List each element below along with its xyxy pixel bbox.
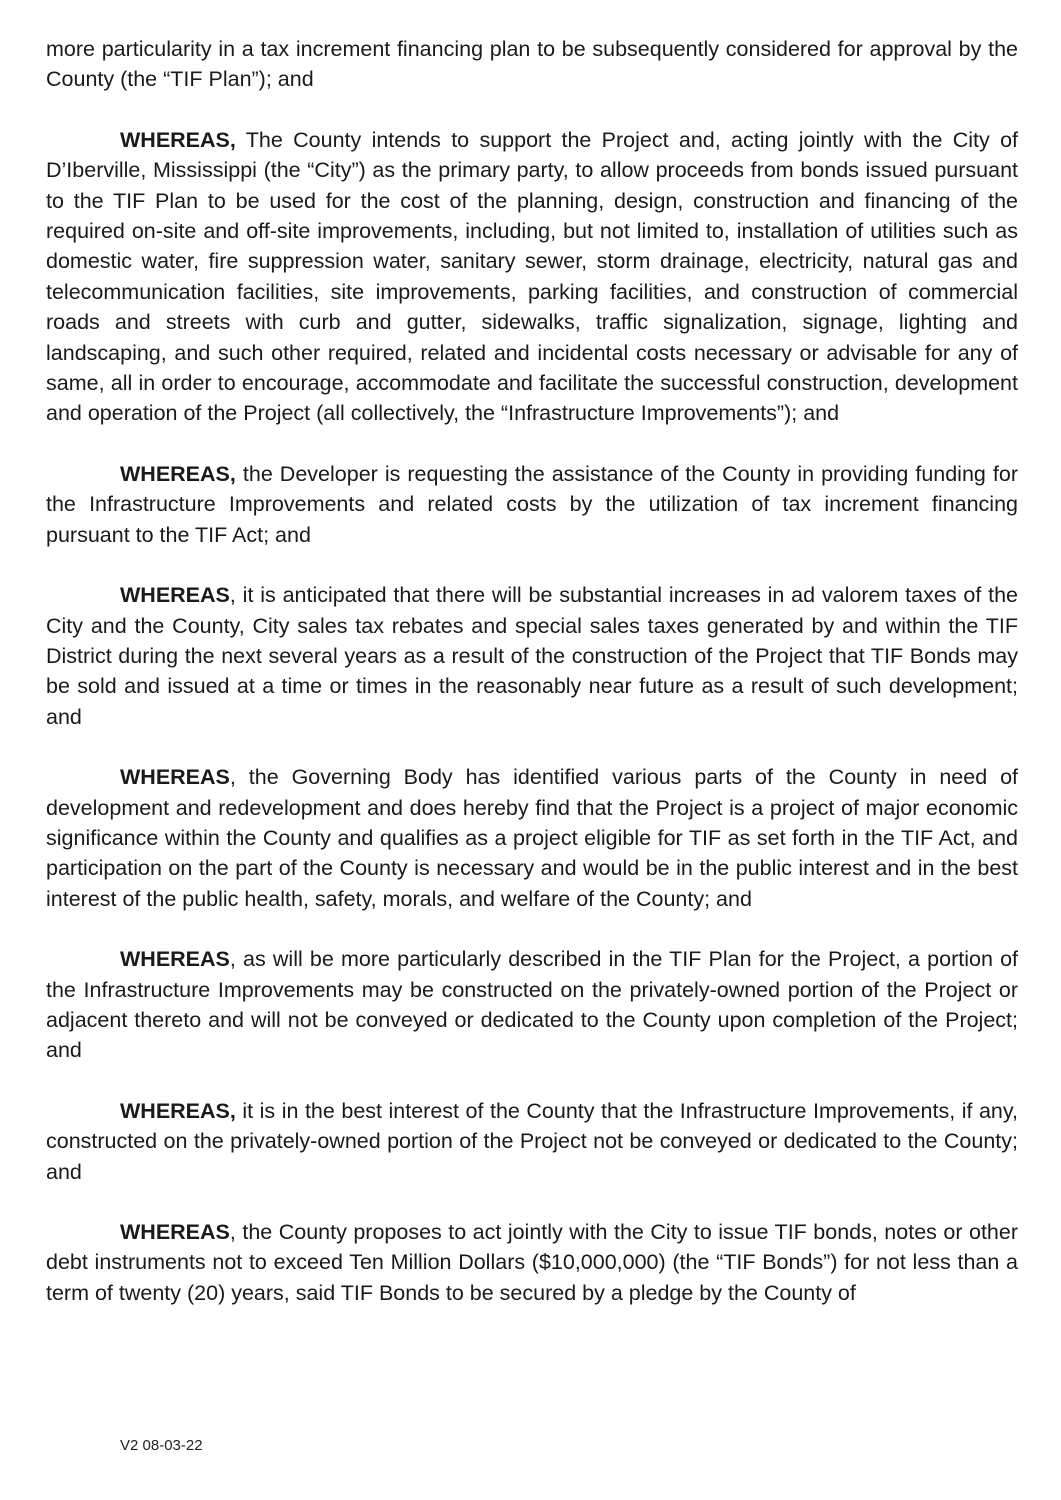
paragraph-continuation xyxy=(46,34,1018,95)
whereas-keyword: WHEREAS xyxy=(120,765,230,790)
paragraph-text: , the Governing Body has identified various parts of the County in need of development and redevelopment and does hereby find that the Project is a project of major economic significance within the County and qualifies as a project eligible for TIF as set forth in the TIF Act, and participation on the part of the County is necessary and would be in the public interest and in the best interest of the public health, safety, morals, and welfare of the County; and xyxy=(46,765,1018,911)
whereas-paragraph xyxy=(46,1217,1018,1308)
paragraph-text: , it is anticipated that there will be substantial increases in ad valorem taxes of the City and the County, City sales tax rebates and special sales taxes generated by and within the TIF District during the next several years as a result of the construction of the Project that TIF Bonds may be sold and issued at a time or times in the reasonably near future as a result of such development; and xyxy=(46,583,1018,729)
version-footer: V2 08-03-22 xyxy=(120,1437,203,1454)
paragraph-text: The County intends to support the Project and, acting jointly with the City of D’Iberville, Mississippi (the “City”) as the primary party, to allow proceeds from bonds issued pursuant to the TIF Plan to be used for the cost of the planning, design, construction and financing of the required on-site and off-site improvements, including, but not limited to, installation of utilities such as domestic water, fire suppression water, sanitary sewer, storm drainage, electricity, natural gas and telecommunication facilities, site improvements, parking facilities, and construction of commercial roads and streets with curb and gutter, sidewalks, traffic signalization, signage, lighting and landscaping, and such other required, related and incidental costs necessary or advisable for any of same, all in order to encourage, accommodate and facilitate the successful construction, development and operation of the Project (all collectively, the “Infrastructure Improvements”); and xyxy=(46,127,1018,426)
whereas-paragraph xyxy=(46,125,1018,429)
whereas-paragraph xyxy=(46,762,1018,914)
paragraph-text: the Developer is requesting the assistance of the County in providing funding for the Infrastructure Improvements and related costs by the utilization of tax increment financing pursuant to the TIF Act; and xyxy=(46,461,1018,547)
whereas-keyword: WHEREAS xyxy=(120,1220,230,1244)
paragraph-text: , as will be more particularly described in the TIF Plan for the Project, a portion of the Infrastructure Improvements may be constructed on the privately-owned portion of the Project or adjacent thereto and will not be conveyed or dedicated to the County upon completion of the Project; and xyxy=(46,947,1018,1063)
paragraph-text: more particularity in a tax increment financing plan to be subsequently considered for approval by the County (the “TIF Plan”); and xyxy=(46,37,1018,92)
whereas-keyword: WHEREAS xyxy=(120,947,230,972)
paragraph-text: it is in the best interest of the County that the Infrastructure Improvements, if any, constructed on the privately-owned portion of the Project not be conveyed or dedicated to the County; and xyxy=(46,1098,1018,1184)
whereas-keyword: WHEREAS, xyxy=(120,127,236,152)
whereas-paragraph xyxy=(46,1096,1018,1187)
whereas-keyword: WHEREAS xyxy=(120,583,230,608)
whereas-paragraph xyxy=(46,580,1018,732)
whereas-paragraph xyxy=(46,459,1018,550)
whereas-paragraph xyxy=(46,944,1018,1066)
paragraph-text: , the County proposes to act jointly with the City to issue TIF bonds, notes or other debt instruments not to exceed Ten Million Dollars ($10,000,000) (the “TIF Bonds”) for not less than a term of twenty (20) years, said TIF Bonds to be secured by a pledge by the County of xyxy=(46,1220,1018,1305)
document-page xyxy=(46,34,1018,1338)
whereas-keyword: WHEREAS, xyxy=(120,1098,236,1123)
whereas-keyword: WHEREAS, xyxy=(120,461,236,486)
